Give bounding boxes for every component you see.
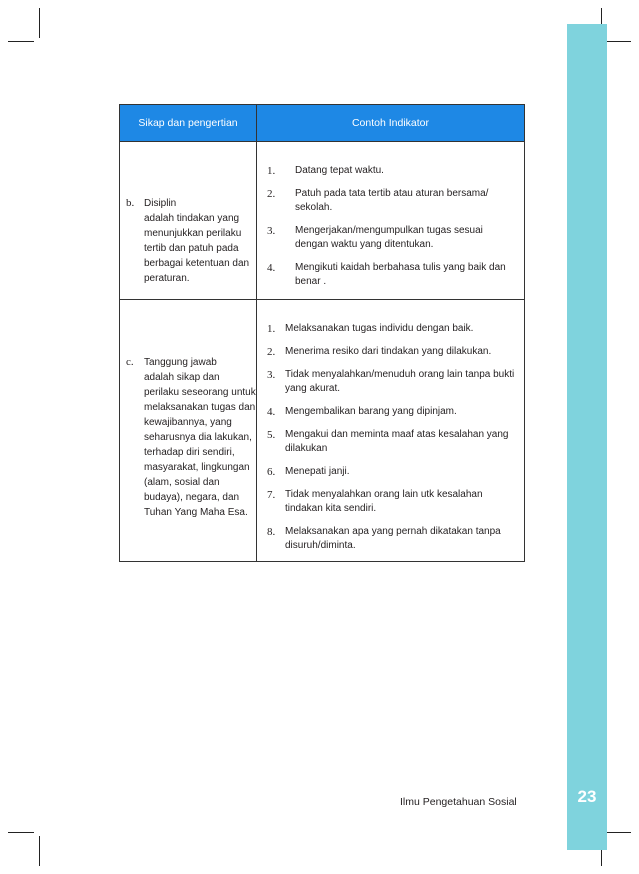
row-letter: c. — [126, 356, 134, 368]
attitude-description: adalah sikap dan perilaku seseorang untuk melaksanakan tugas dan kewajibannya, yang seharusnya dia lakukan, terhadap diri sendiri, masyarakat, lingkungan (alam, sosial dan budaya), negara, dan Tuhan Yang Maha Esa. — [144, 372, 256, 518]
list-item: 5. Mengakui dan meminta maaf atas kesalahan yang dilakukan — [267, 429, 509, 454]
list-item: 7. Tidak menyalahkan orang lain utk kesalahan tindakan kita sendiri. — [267, 489, 483, 514]
list-item: 6. Menepati janji. — [267, 466, 350, 478]
indicator-cell — [257, 322, 525, 553]
header-indicator: Contoh Indikator — [257, 105, 525, 142]
book-title: Ilmu Pengetahuan Sosial — [400, 796, 517, 808]
list-item: 4. Mengembalikan barang yang dipinjam. — [267, 406, 457, 418]
list-item: 4. Mengikuti kaidah berbahasa tulis yang baik dan benar . — [267, 262, 506, 287]
row-letter: b. — [126, 197, 135, 209]
list-item: 2. Patuh pada tata tertib atau aturan bersama/ sekolah. — [267, 188, 489, 213]
attitude-title: Disiplin — [144, 198, 177, 209]
list-item: 1. Melaksanakan tugas individu dengan baik. — [267, 323, 474, 335]
attitude-description: adalah tindakan yang menunjukkan perilaku tertib dan patuh pada berbagai ketentuan dan peraturan. — [144, 213, 250, 284]
list-item: 1. Datang tepat waktu. — [267, 165, 384, 177]
attitude-cell — [120, 164, 257, 289]
list-item: 2. Menerima resiko dari tindakan yang dilakukan. — [267, 346, 492, 358]
attitude-table — [119, 104, 524, 562]
list-item: 3. Mengerjakan/mengumpulkan tugas sesuai dengan waktu yang ditentukan. — [267, 225, 483, 250]
list-item: 8. Melaksanakan apa yang pernah dikatakan tanpa disuruh/diminta. — [267, 526, 501, 551]
side-color-band — [567, 24, 607, 850]
indicator-cell — [257, 164, 525, 289]
table-header-row — [120, 105, 525, 142]
header-attitude: Sikap dan pengertian — [120, 105, 257, 142]
attitude-title: Tanggung jawab — [144, 357, 217, 368]
list-item: 3. Tidak menyalahkan/menuduh orang lain tanpa bukti yang akurat. — [267, 369, 515, 394]
page-number: 23 — [577, 787, 597, 806]
attitude-cell — [120, 322, 257, 553]
table-row — [120, 322, 525, 553]
table-row — [120, 164, 525, 289]
